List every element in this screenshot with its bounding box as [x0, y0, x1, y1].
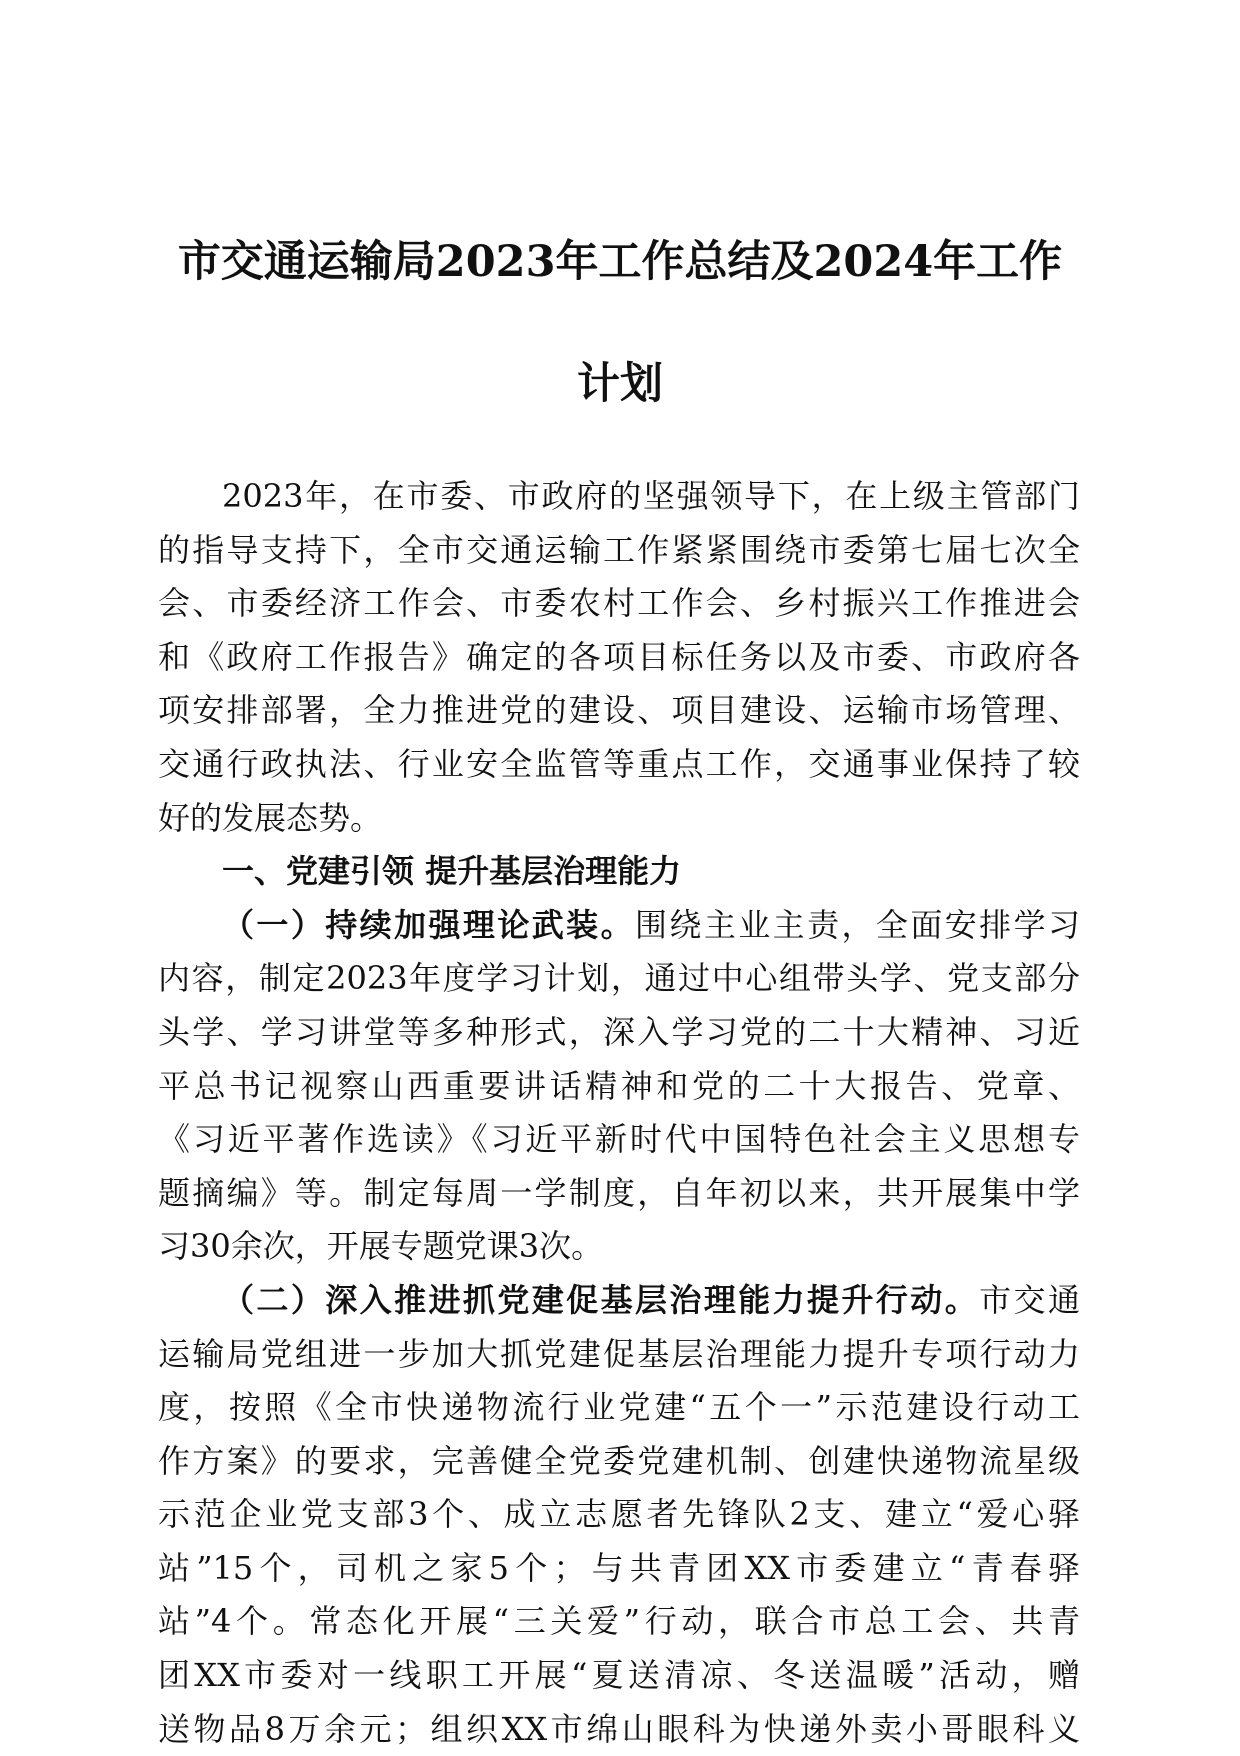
document-title-line-2: 计划 [577, 359, 663, 409]
intro-line: 的指导支持下，全市交通运输工作紧紧围绕市委第七届七次全 [158, 530, 1080, 569]
subsection-1-line: 内容，制定2023年度学习计划，通过中心组带头学、党支部分 [158, 959, 1080, 998]
intro-line: 交通行政执法、行业安全监管等重点工作，交通事业保持了较 [158, 744, 1080, 783]
subsection-2-line: 站”15个，司机之家5个；与共青团XX市委建立“青春驿 [158, 1548, 1080, 1587]
intro-line: 和《政府工作报告》确定的各项目标任务以及市委、市政府各 [158, 637, 1080, 676]
subsection-1-line: 平总书记视察山西重要讲话精神和党的二十大报告、党章、 [158, 1066, 1080, 1105]
subsection-2-line: 站”4个。常态化开展“三关爱”行动，联合市总工会、共青 [158, 1602, 1080, 1641]
subsection-1-line: 头学、学习讲堂等多种形式，深入学习党的二十大精神、习近 [158, 1012, 1080, 1051]
subsection-2-line: 示范企业党支部3个、成立志愿者先锋队2支、建立“爱心驿 [158, 1495, 1080, 1534]
subsection-1-text: 围绕主业主责，全面安排学习 [635, 905, 1080, 944]
intro-line: 会、市委经济工作会、市委农村工作会、乡村振兴工作推进会 [158, 584, 1080, 623]
subsection-1-line: 《习近平著作选读》《习近平新时代中国特色社会主义思想专 [158, 1120, 1080, 1159]
intro-line: 项安排部署，全力推进党的建设、项目建设、运输市场管理、 [158, 691, 1080, 730]
subsection-2-first-line [158, 1274, 1080, 1328]
subsection-2-line: 作方案》的要求，完善健全党委党建机制、创建快递物流星级 [158, 1441, 1080, 1480]
document-body [158, 470, 1080, 1756]
subsection-1-line: 习30余次，开展专题党课3次。 [158, 1227, 604, 1266]
intro-line: 好的发展态势。 [158, 798, 383, 837]
document-title-line-1: 市交通运输局2023年工作总结及2024年工作 [177, 237, 1063, 287]
subsection-2-heading: （二）深入推进抓党建促基层治理能力提升行动。 [222, 1280, 980, 1319]
subsection-1-first-line [158, 899, 1080, 953]
subsection-1-line: 题摘编》等。制定每周一学制度，自年初以来，共开展集中学 [158, 1173, 1080, 1212]
subsection-1-heading: （一）持续加强理论武装。 [222, 905, 635, 944]
section-1-heading: 一、党建引领 提升基层治理能力 [222, 852, 682, 891]
subsection-2-text: 市交通 [979, 1280, 1080, 1319]
subsection-2-line: 团XX市委对一线职工开展“夏送清凉、冬送温暖”活动，赠 [158, 1656, 1080, 1695]
subsection-2-line: 度，按照《全市快递物流行业党建“五个一”示范建设行动工 [158, 1388, 1080, 1427]
intro-line: 2023年，在市委、市政府的坚强领导下，在上级主管部门 [222, 477, 1080, 515]
subsection-2-line: 运输局党组进一步加大抓党建促基层治理能力提升专项行动力 [158, 1334, 1080, 1373]
subsection-2-line: 送物品8万余元；组织XX市绵山眼科为快递外卖小哥眼科义 [158, 1709, 1080, 1748]
